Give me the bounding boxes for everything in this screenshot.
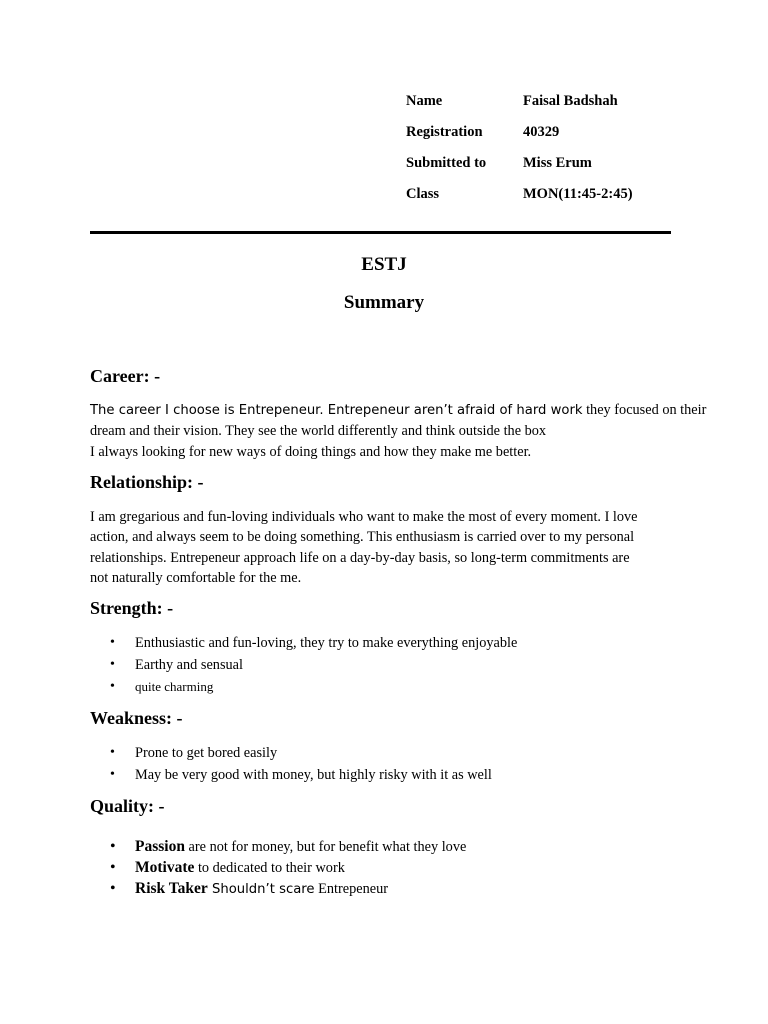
header-divider (90, 231, 671, 234)
weakness-item-text: Prone to get bored easily (135, 745, 278, 761)
quality-heading: Quality: - (90, 796, 165, 816)
career-line: I always looking for new ways of doing things and how they make me better. (90, 443, 532, 460)
class-value: MON(11:45-2:45) (523, 186, 633, 202)
list-item (110, 857, 466, 878)
bullet-icon: • (110, 838, 116, 855)
relationship-heading: Relationship: - (90, 472, 204, 492)
personality-type-title: ESTJ (361, 254, 407, 275)
quality-item-text: Entrepeneur (314, 881, 388, 897)
quality-list (110, 836, 466, 899)
name-label: Name (406, 93, 443, 109)
submitted-to-value: Miss Erum (523, 155, 592, 171)
relationship-line: relationships. Entrepeneur approach life on a day-by-day basis, so long-term commitments are (90, 549, 630, 566)
quality-item-text: to dedicated to their work (194, 860, 345, 876)
weakness-list (110, 743, 492, 787)
bullet-icon: • (110, 679, 115, 694)
registration-value: 40329 (523, 124, 560, 140)
class-label: Class (406, 186, 440, 202)
strength-item-text: Enthusiastic and fun-loving, they try to make everything enjoyable (135, 635, 518, 651)
bullet-icon: • (110, 657, 115, 672)
quality-keyword: Motivate (135, 859, 195, 876)
relationship-line: I am gregarious and fun-loving individuals who want to make the most of every moment. I love (90, 509, 638, 525)
quality-item-text: are not for money, but for benefit what they love (184, 839, 467, 855)
relationship-line: not naturally comfortable for the me. (90, 570, 302, 587)
list-item (110, 878, 466, 899)
bullet-icon: • (110, 880, 116, 897)
quality-keyword: Passion (135, 838, 185, 855)
list-item (110, 836, 466, 857)
weakness-item-text: May be very good with money, but highly risky with it as well (135, 767, 492, 783)
quality-keyword: Risk Taker (135, 880, 208, 897)
list-item (110, 677, 517, 699)
bullet-icon: • (110, 745, 115, 760)
submitted-to-label: Submitted to (406, 155, 487, 171)
career-line (90, 400, 707, 421)
quality-item-text-sans: Shouldn’t scare (207, 882, 315, 897)
list-item (110, 633, 517, 655)
relationship-line: action, and always seem to be doing something. This enthusiasm is carried over to my personal (90, 529, 635, 546)
career-heading: Career: - (90, 366, 161, 386)
strength-item-text: quite charming (135, 679, 214, 694)
weakness-heading: Weakness: - (90, 708, 183, 728)
career-line: dream and their vision. They see the world differently and think outside the box (90, 423, 547, 440)
list-item (110, 655, 517, 677)
relationship-paragraph (90, 507, 680, 589)
name-value: Faisal Badshah (523, 93, 618, 109)
strength-heading: Strength: - (90, 598, 174, 618)
registration-label: Registration (406, 124, 483, 140)
bullet-icon: • (110, 859, 116, 876)
career-text-serif: they focused on their (582, 402, 707, 418)
summary-title: Summary (343, 292, 425, 313)
bullet-icon: • (110, 635, 115, 650)
strength-item-text: Earthy and sensual (135, 657, 243, 673)
list-item (110, 743, 492, 765)
strength-list (110, 633, 517, 699)
bullet-icon: • (110, 767, 115, 782)
career-text-sans: The career I choose is Entrepeneur. Entrepeneur aren’t afraid of hard work (90, 403, 583, 418)
career-paragraph (90, 400, 707, 462)
list-item (110, 765, 492, 787)
